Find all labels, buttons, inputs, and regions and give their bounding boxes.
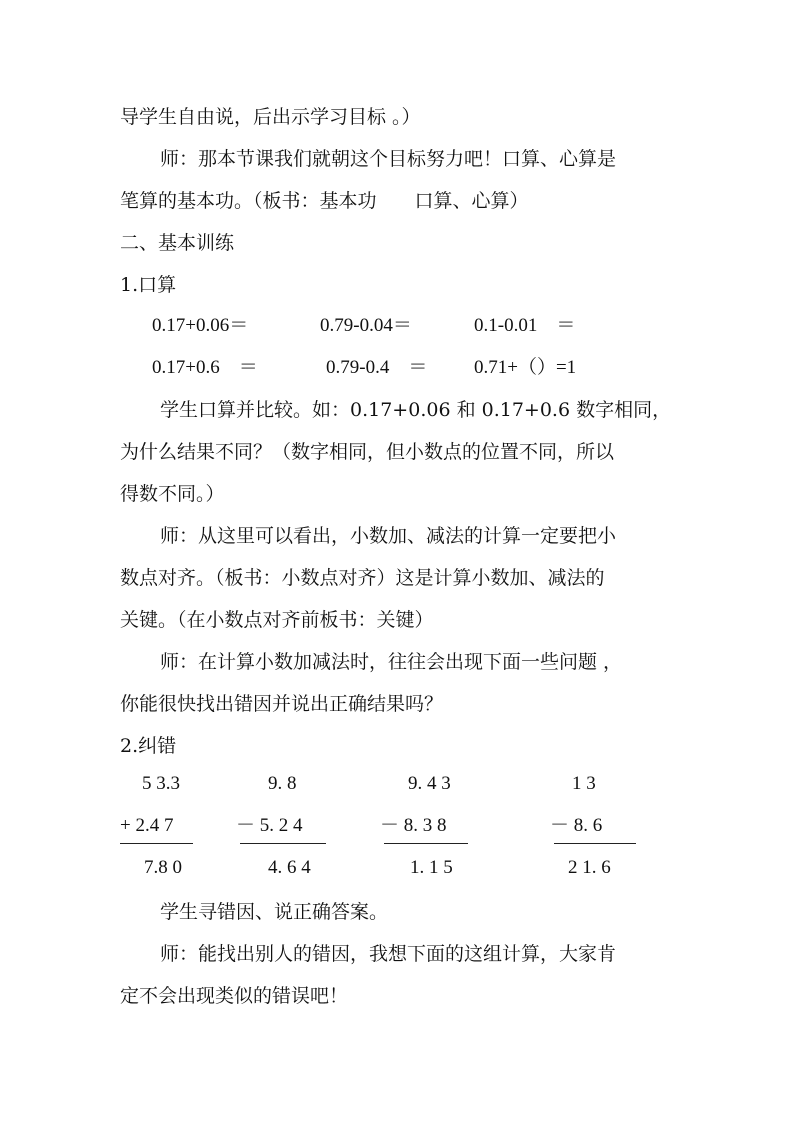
- paragraph-line: 学生口算并比较。如：0.17+0.06 和 0.17+0.6 数字相同，: [160, 399, 672, 421]
- paragraph-line: 导学生自由说，后出示学习目标 。）: [120, 106, 421, 128]
- wrong-result: 4. 6 4: [268, 857, 311, 878]
- difference-rule: [384, 843, 468, 844]
- paragraph-line: 学生寻错因、说正确答案。: [160, 901, 389, 923]
- minuend: 9. 8: [268, 773, 297, 794]
- oral-problem: 0.79-0.04＝: [320, 315, 412, 336]
- sum-rule: [120, 843, 193, 844]
- paragraph-line: 得数不同。）: [120, 483, 225, 505]
- paragraph-line: 师：能找出别人的错因，我想下面的这组计算，大家肯: [160, 943, 617, 965]
- paragraph-line: 师：那本节课我们就朝这个目标努力吧！口算、心算是: [160, 148, 617, 170]
- section-heading: 二、基本训练: [120, 232, 235, 254]
- oral-problem: 0.17+0.06＝: [152, 315, 249, 336]
- paragraph-line: 为什么结果不同？（数字相同，但小数点的位置不同，所以: [120, 441, 615, 463]
- wrong-result: 7.8 0: [144, 857, 182, 878]
- paragraph-line: 数点对齐。（板书：小数点对齐）这是计算小数加、减法的: [120, 567, 605, 589]
- operand-line: + 2.4 7: [120, 815, 174, 836]
- operand-line: － 5. 2 4: [236, 815, 303, 836]
- minuend: 1 3: [572, 773, 596, 794]
- difference-rule: [240, 843, 326, 844]
- paragraph-line: 师：从这里可以看出，小数加、减法的计算一定要把小: [160, 525, 617, 547]
- oral-problem: 0.79-0.4 ＝: [326, 357, 428, 378]
- subsection-heading: 2.纠错: [120, 735, 177, 757]
- paragraph-line: 笔算的基本功。（板书：基本功 口算、心算）: [120, 190, 529, 212]
- oral-problem: 0.17+0.6 ＝: [152, 357, 258, 378]
- operand-line: － 8. 3 8: [380, 815, 447, 836]
- oral-problem: 0.71+（）=1: [474, 357, 577, 378]
- paragraph-line: 关键。（在小数点对齐前板书：关键）: [120, 609, 434, 631]
- paragraph-line: 师：在计算小数加减法时，往往会出现下面一些问题 ，: [160, 651, 623, 673]
- difference-rule: [554, 843, 636, 844]
- minuend: 9. 4 3: [408, 773, 451, 794]
- paragraph-line: 你能很快找出错因并说出正确结果吗？: [120, 693, 444, 715]
- operand-line: － 8. 6: [550, 815, 603, 836]
- wrong-result: 2 1. 6: [568, 857, 611, 878]
- oral-problem: 0.1-0.01 ＝: [474, 315, 576, 336]
- paragraph-line: 定不会出现类似的错误吧！: [120, 985, 349, 1007]
- addend-top: 5 3.3: [142, 773, 180, 794]
- wrong-result: 1. 1 5: [410, 857, 453, 878]
- subsection-heading: 1.口算: [120, 274, 177, 296]
